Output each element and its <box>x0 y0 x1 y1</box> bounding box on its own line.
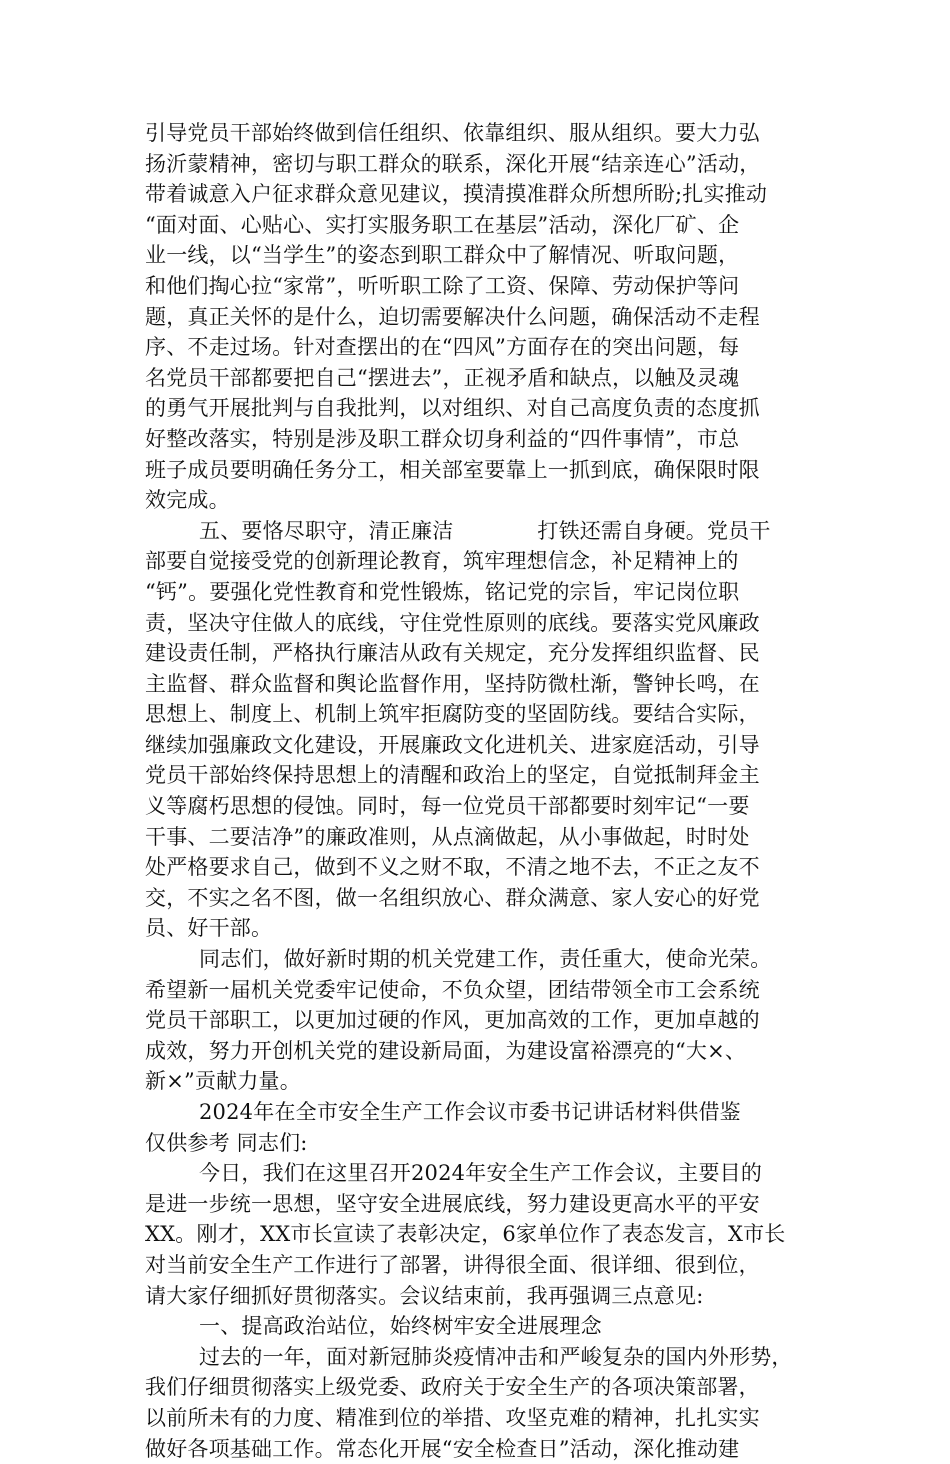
document-body <box>145 118 825 1464</box>
text-line: 好整改落实，特别是涉及职工群众切身利益的“四件事情”，市总 <box>145 426 740 451</box>
text-line: 干事、二要洁净”的廉政准则，从点滴做起，从小事做起，时时处 <box>145 824 750 849</box>
text-line: 主监督、群众监督和舆论监督作用，坚持防微杜渐，警钟长鸣，在 <box>145 671 760 696</box>
text-line: 名党员干部都要把自己“摆进去”，正视矛盾和缺点，以触及灵魂 <box>145 365 740 390</box>
text-line: 处严格要求自己，做到不义之财不取，不清之地不去，不正之友不 <box>145 855 760 880</box>
text-line: 思想上、制度上、机制上筑牢拒腐防变的坚固防线。要结合实际， <box>145 702 760 727</box>
text-line: 我们仔细贯彻落实上级党委、政府关于安全生产的各项决策部署， <box>145 1375 760 1400</box>
text-line: 引导党员干部始终做到信任组织、依靠组织、服从组织。要大力弘 <box>145 121 760 145</box>
text-line: 带着诚意入户征求群众意见建议，摸清摸准群众所想所盼;扎实推动 <box>145 182 768 207</box>
text-line: 的勇气开展批判与自我批判，以对组织、对自己高度负责的态度抓 <box>145 396 760 421</box>
section-heading-line <box>145 516 825 547</box>
text-line: 同志们，做好新时期的机关党建工作，责任重大，使命光荣。 <box>199 947 772 972</box>
text-line: 题，真正关怀的是什么，迫切需要解决什么问题，确保活动不走程 <box>145 304 760 329</box>
text-line: 班子成员要明确任务分工，相关部室要靠上一抓到底，确保限时限 <box>145 457 760 482</box>
text-line: 以前所未有的力度、精准到位的举措、攻坚克难的精神，扎扎实实 <box>145 1405 760 1430</box>
section-heading: 五、要恪尽职守，清正廉洁 <box>199 518 454 543</box>
text-line: 做好各项基础工作。常态化开展“安全检查日”活动，深化推动建 <box>145 1436 740 1461</box>
text-line: 成效，努力开创机关党的建设新局面，为建设富裕漂亮的“大×、 <box>145 1038 747 1063</box>
text-line: 新×”贡献力量。 <box>145 1069 301 1094</box>
text-line: 序、不走过场。针对查摆出的在“四风”方面存在的突出问题，每 <box>145 335 740 360</box>
text-line: 扬沂蒙精神，密切与职工群众的联系，深化开展“结亲连心”活动， <box>145 151 761 176</box>
text-line: 仅供参考 同志们: <box>145 1130 308 1155</box>
text-line: “面对面、心贴心、实打实服务职工在基层”活动，深化厂矿、企 <box>145 212 740 237</box>
text-line: 过去的一年，面对新冠肺炎疫情冲击和严峻复杂的国内外形势， <box>199 1344 793 1369</box>
text-line: 对当前安全生产工作进行了部署，讲得很全面、很详细、很到位， <box>145 1252 760 1277</box>
text-line: 请大家仔细抓好贯彻落实。会议结束前，我再强调三点意见: <box>145 1283 704 1308</box>
text-line: 是进一步统一思想，坚守安全进展底线，努力建设更高水平的平安 <box>145 1191 760 1216</box>
text-line: 部要自觉接受党的创新理论教育，筑牢理想信念，补足精神上的 <box>145 549 739 574</box>
text-line: 效完成。 <box>145 488 230 513</box>
section-lead-text: 打铁还需自身硬。党员干 <box>537 518 771 543</box>
text-line: 业一线，以“当学生”的姿态到职工群众中了解情况、听取问题， <box>145 243 740 268</box>
text-line: “钙”。要强化党性教育和党性锻炼，铭记党的宗旨，牢记岗位职 <box>145 579 740 604</box>
text-line: 党员干部始终保持思想上的清醒和政治上的坚定，自觉抵制拜金主 <box>145 763 760 788</box>
text-line: 党员干部职工，以更加过硬的作风，更加高效的工作，更加卓越的 <box>145 1008 760 1033</box>
text-line: 责，坚决守住做人的底线，守住党性原则的底线。要落实党风廉政 <box>145 610 760 635</box>
section-heading: 一、提高政治站位，始终树牢安全进展理念 <box>199 1314 602 1339</box>
text-line: 交，不实之名不图，做一名组织放心、群众满意、家人安心的好党 <box>145 885 760 910</box>
text-line: 今日，我们在这里召开2024年安全生产工作会议，主要目的 <box>199 1161 763 1186</box>
text-line: 义等腐朽思想的侵蚀。同时，每一位党员干部都要时刻牢记“一要 <box>145 794 750 819</box>
text-line: 和他们掏心拉“家常”，听听职工除了工资、保障、劳动保护等问 <box>145 273 740 298</box>
text-line: 继续加强廉政文化建设，开展廉政文化进机关、进家庭活动，引导 <box>145 732 760 757</box>
document-title-line: 2024年在全市安全生产工作会议市委书记讲话材料供借鉴 <box>199 1100 741 1124</box>
text-line: XX。刚才，XX市长宣读了表彰决定，6家单位作了表态发言，X市长 <box>145 1222 786 1247</box>
text-line: 希望新一届机关党委牢记使命，不负众望，团结带领全市工会系统 <box>145 977 760 1002</box>
text-line: 建设责任制，严格执行廉洁从政有关规定，充分发挥组织监督、民 <box>145 641 760 666</box>
text-line: 员、好干部。 <box>145 916 273 941</box>
